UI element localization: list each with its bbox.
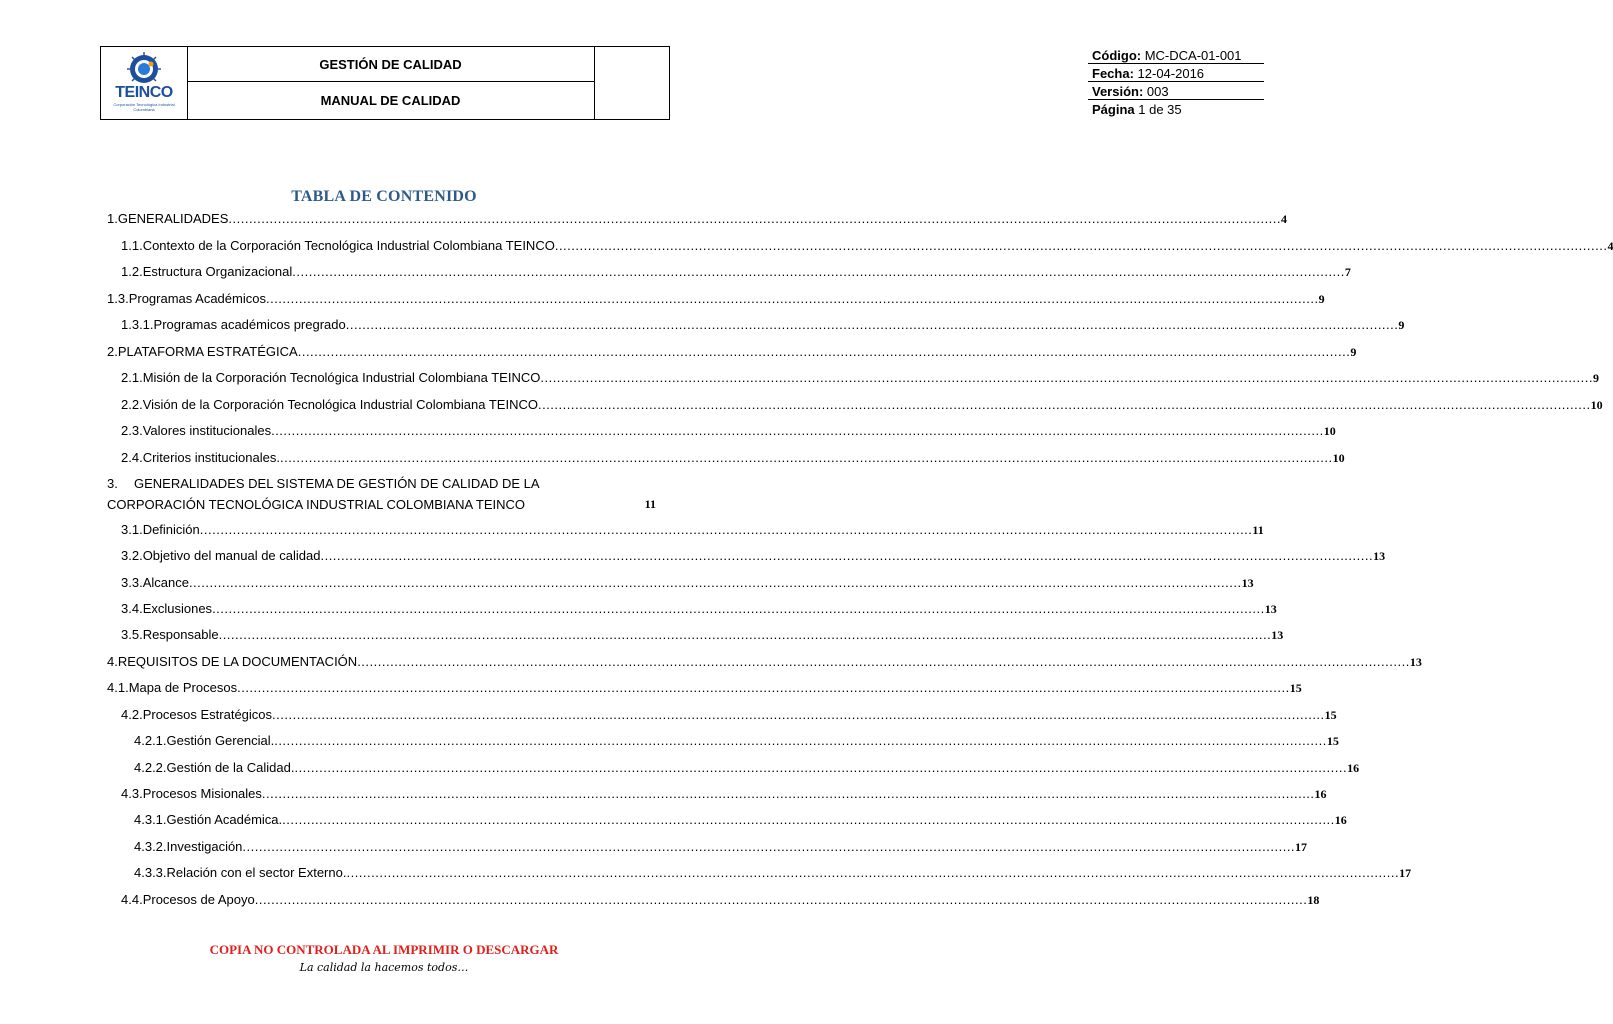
code-value: MC-DCA-01-001 — [1144, 48, 1242, 63]
toc-entry[interactable] — [107, 291, 1325, 307]
toc-leader — [357, 654, 1410, 670]
toc-text: Alcance — [142, 575, 189, 590]
document-header — [100, 46, 1242, 120]
toc-page: 7 — [1344, 265, 1351, 279]
footer-slogan: La calidad la hacemos todos… — [299, 961, 469, 974]
toc-entry[interactable] — [121, 370, 1599, 386]
toc-page: 16 — [1314, 787, 1327, 801]
toc-leader — [294, 760, 1347, 776]
toc-entry[interactable] — [121, 627, 1284, 643]
toc-text: Relación con el sector Externo. — [166, 865, 347, 880]
toc-entry[interactable] — [134, 733, 1339, 749]
toc-page: 16 — [1334, 813, 1347, 827]
toc-text: Responsable — [142, 627, 219, 642]
toc-number: 1.2. — [121, 264, 143, 279]
toc-number: 4.2.2. — [134, 760, 167, 775]
version-label: Versión: — [1092, 84, 1144, 99]
toc-page: 16 — [1347, 761, 1360, 775]
toc-page: 13 — [1373, 549, 1386, 563]
toc-page: 9 — [1318, 292, 1325, 306]
toc-leader — [292, 264, 1345, 280]
toc-page: 9 — [1350, 345, 1357, 359]
toc-entry[interactable] — [121, 892, 1320, 908]
toc-number: 4.3.3. — [134, 865, 167, 880]
toc-number: 2.2. — [121, 397, 143, 412]
toc-text: Criterios institucionales. — [142, 450, 280, 465]
toc-leader — [262, 786, 1315, 802]
version-row — [1088, 83, 1264, 100]
toc-entry-line1 — [107, 473, 656, 494]
logo-subtitle: Corporación Tecnológica Industrial Colombiana — [113, 102, 175, 112]
toc-entry[interactable] — [121, 397, 1603, 413]
toc-number: 3.4. — [121, 601, 143, 616]
toc-page: 15 — [1326, 734, 1339, 748]
toc-entry[interactable] — [121, 423, 1336, 439]
date-value: 12-04-2016 — [1137, 66, 1205, 81]
toc-number: 2.1. — [121, 370, 143, 385]
toc-number: 3. — [107, 476, 118, 491]
toc-leader — [219, 627, 1272, 643]
toc-page: 11 — [644, 497, 656, 511]
toc-page: 18 — [1307, 893, 1320, 907]
toc-text: Programas Académicos — [128, 291, 266, 306]
code-row — [1088, 47, 1264, 64]
toc-entry[interactable] — [121, 317, 1405, 333]
toc-text: Gestión de la Calidad. — [166, 760, 295, 775]
toc-text: Gestión Gerencial. — [166, 733, 275, 748]
header-meta — [594, 47, 1242, 119]
toc-page: 17 — [1295, 840, 1308, 854]
toc-page: 4 — [1281, 212, 1288, 226]
toc-page: 17 — [1399, 866, 1412, 880]
toc-text-cont: CORPORACIÓN TECNOLÓGICA INDUSTRIAL COLOMBIANA TEINCO — [107, 497, 525, 512]
toc-entry[interactable] — [121, 238, 1613, 254]
toc-entry[interactable] — [121, 575, 1254, 591]
toc-number: 2.3. — [121, 423, 143, 438]
toc-page: 9 — [1398, 318, 1405, 332]
toc-text: Objetivo del manual de calidad — [142, 548, 321, 563]
toc-entry[interactable] — [121, 522, 1264, 538]
doc-type: GESTIÓN DE CALIDAD — [187, 47, 594, 82]
toc-number: 1.3. — [107, 291, 129, 306]
toc-leader — [237, 680, 1290, 696]
toc-leader — [346, 317, 1399, 333]
toc-entry[interactable] — [121, 450, 1345, 466]
toc-entry[interactable] — [121, 707, 1337, 723]
toc-leader — [189, 575, 1242, 591]
page-row — [1088, 101, 1264, 118]
toc-number: 3.1. — [121, 522, 143, 537]
toc-leader — [272, 707, 1325, 723]
toc-entry[interactable] — [107, 654, 1422, 670]
toc-text: Investigación — [166, 839, 243, 854]
toc-page: 13 — [1264, 602, 1277, 616]
version-value: 003 — [1146, 84, 1169, 99]
toc-text: GENERALIDADES DEL SISTEMA DE GESTIÓN DE CALIDAD DE LA — [134, 476, 540, 491]
toc-text: Gestión Académica. — [166, 812, 283, 827]
toc-text: Misión de la Corporación Tecnológica Industrial Colombiana TEINCO — [142, 370, 541, 385]
toc-text: Valores institucionales — [142, 423, 272, 438]
toc-text: Contexto de la Corporación Tecnológica Industrial Colombiana TEINCO — [142, 238, 555, 253]
toc-entry[interactable] — [134, 839, 1308, 855]
toc-leader — [200, 522, 1253, 538]
toc-leader — [274, 733, 1327, 749]
toc-number: 2.4. — [121, 450, 143, 465]
toc-number: 4.4. — [121, 892, 143, 907]
toc-number: 3.2. — [121, 548, 143, 563]
toc-leader — [282, 812, 1335, 828]
toc-leader — [320, 548, 1373, 564]
uncontrolled-copy-warning: COPIA NO CONTROLADA AL IMPRIMIR O DESCARGAR — [209, 942, 559, 957]
toc-number: 4.2.1. — [134, 733, 167, 748]
doc-name: MANUAL DE CALIDAD — [320, 93, 461, 108]
page-value: 1 de 35 — [1138, 102, 1182, 117]
toc-number: 1. — [107, 211, 118, 226]
page-label: Página — [1092, 102, 1135, 117]
toc-number: 4. — [107, 654, 118, 669]
toc-leader — [346, 865, 1399, 881]
toc-text: Estructura Organizacional — [142, 264, 293, 279]
toc-text: GENERALIDADES — [117, 211, 229, 226]
toc-text: Visión de la Corporación Tecnológica Industrial Colombiana TEINCO — [142, 397, 538, 412]
toc-text: PLATAFORMA ESTRATÉGICA — [117, 344, 298, 359]
toc-page: 13 — [1241, 576, 1254, 590]
toc-number: 4.2. — [121, 707, 143, 722]
code-label: Código: — [1092, 48, 1142, 63]
toc-page: 9 — [1592, 371, 1599, 385]
toc-entry[interactable] — [107, 344, 1357, 360]
toc-number: 1.3.1. — [121, 317, 154, 332]
toc-leader — [540, 370, 1593, 386]
toc-leader — [242, 839, 1295, 855]
toc-number: 3.3. — [121, 575, 143, 590]
logo-cell — [101, 47, 188, 119]
toc-entry-line2 — [107, 494, 656, 515]
toc-number: 4.3.1. — [134, 812, 167, 827]
toc-number: 1.1. — [121, 238, 143, 253]
toc-entry[interactable] — [121, 601, 1277, 617]
toc-page: 15 — [1289, 681, 1302, 695]
toc-page: 10 — [1323, 424, 1336, 438]
toc-page: 15 — [1324, 708, 1337, 722]
toc-leader — [538, 397, 1591, 413]
toc-leader — [255, 892, 1308, 908]
toc-page: 13 — [1271, 628, 1284, 642]
toc-page: 4 — [1607, 239, 1613, 253]
toc-entry[interactable] — [121, 786, 1327, 802]
toc-page: 10 — [1590, 398, 1603, 412]
header-titles — [187, 47, 595, 119]
date-row — [1088, 65, 1264, 82]
date-label: Fecha: — [1092, 66, 1134, 81]
logo-text: TEINCO — [115, 84, 173, 101]
toc-text: Programas académicos pregrado — [153, 317, 346, 332]
toc-number: 4.3.2. — [134, 839, 167, 854]
toc-leader — [271, 423, 1324, 439]
toc-number: 4.3. — [121, 786, 143, 801]
toc-number: 2. — [107, 344, 118, 359]
toc-leader — [228, 211, 1281, 227]
toc-entry[interactable] — [107, 680, 1302, 696]
toc-entry[interactable] — [107, 473, 656, 515]
toc-entry[interactable] — [134, 812, 1347, 828]
toc-text: REQUISITOS DE LA DOCUMENTACIÓN — [117, 654, 358, 669]
toc-leader — [555, 238, 1608, 254]
toc-number: 4.1. — [107, 680, 129, 695]
toc-entry[interactable] — [134, 865, 1412, 881]
toc-text: Exclusiones — [142, 601, 213, 616]
toc-entry[interactable] — [107, 211, 1288, 227]
toc-text: Mapa de Procesos — [128, 680, 238, 695]
toc-leader — [298, 344, 1351, 360]
toc-text: Procesos Estratégicos — [142, 707, 273, 722]
toc-text: Procesos Misionales — [142, 786, 262, 801]
toc-entry[interactable] — [121, 264, 1351, 280]
toc-page: 10 — [1332, 451, 1345, 465]
toc-leader — [212, 601, 1265, 617]
toc-number: 3.5. — [121, 627, 143, 642]
toc-leader — [266, 291, 1319, 307]
toc-page: 13 — [1409, 655, 1422, 669]
toc-entry[interactable] — [134, 760, 1360, 776]
toc-entry[interactable] — [121, 548, 1386, 564]
toc-text: Definición — [142, 522, 200, 537]
toc-text: Procesos de Apoyo — [142, 892, 255, 907]
toc-title: TABLA DE CONTENIDO — [291, 188, 477, 205]
toc-page: 11 — [1252, 523, 1264, 537]
toc-leader — [525, 494, 645, 515]
toc-leader — [280, 450, 1333, 466]
